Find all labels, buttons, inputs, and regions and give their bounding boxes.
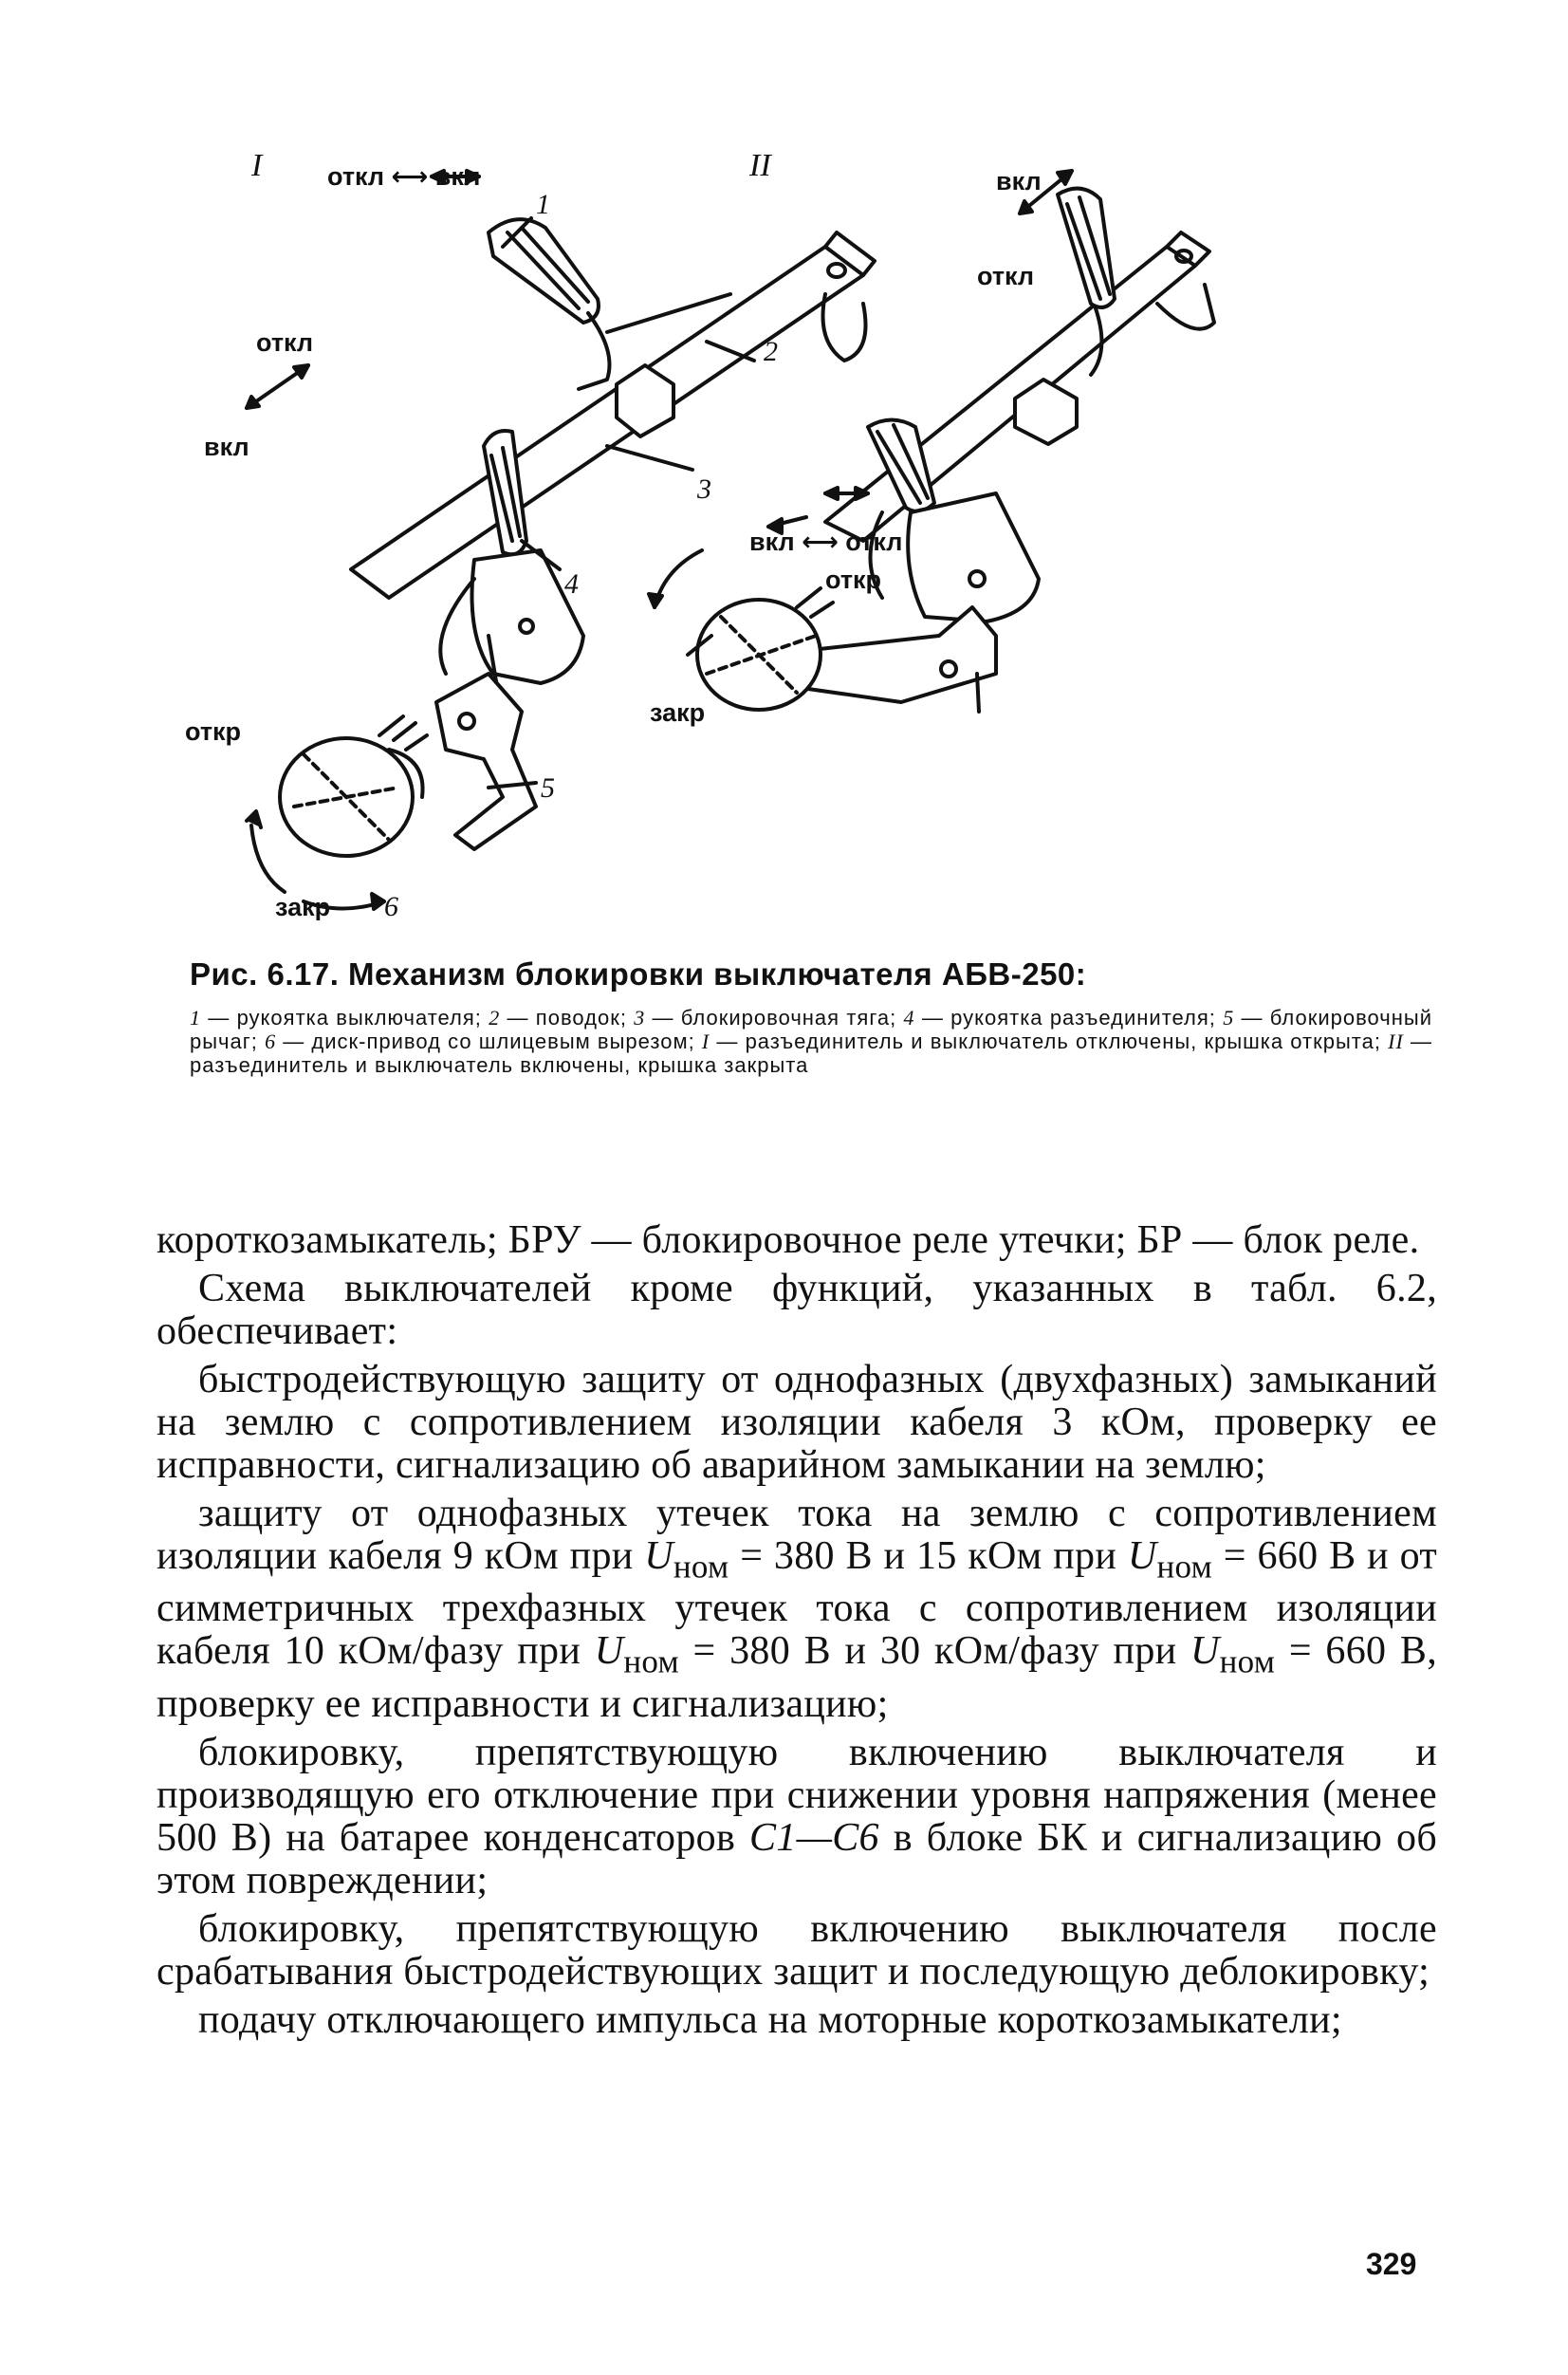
rod-3-right	[825, 247, 1195, 541]
label-otkl-vkl-top: откл ⟷ вкл	[327, 162, 481, 191]
label-num-4: 4	[564, 568, 579, 600]
label-vkl-left: вкл	[204, 433, 249, 461]
label-num-6: 6	[384, 891, 398, 920]
label-roman-2: II	[749, 148, 771, 183]
legend-item: 1 — рукоятка выключателя;	[190, 1006, 489, 1030]
label-otkl-left: откл	[256, 328, 314, 357]
body-text	[157, 1219, 1437, 2042]
label-num-5: 5	[541, 772, 555, 804]
label-vkl-top-right: вкл	[996, 167, 1042, 195]
label-num-2: 2	[764, 336, 778, 367]
caption-legend	[190, 1006, 1432, 1077]
paragraph-2: Схема выключателей кроме функций, указанных в табл. 6.2, обеспечивает:	[157, 1267, 1437, 1353]
legend-item: 4 — рукоятка разъединителя;	[903, 1006, 1224, 1030]
label-zakr-mid: закр	[650, 698, 706, 727]
label-vkl-otkl-mid: вкл ⟷ откл	[749, 528, 903, 556]
page-number: 329	[1366, 2247, 1417, 2281]
figure-caption	[190, 956, 1432, 1077]
label-zakr-left: закр	[275, 893, 331, 920]
label-otkl-top-right: откл	[977, 262, 1035, 290]
label-otkr-left: откр	[185, 717, 242, 746]
caption-title: Рис. 6.17. Механизм блокировки выключателя АБВ-250:	[190, 956, 1087, 992]
paragraph-5: блокировку, препятствующую включению выключателя и производящую его отключение при снижении уровня напряжения (менее 500 В) на батарее конденсаторов С1—С6 в блоке БК и сигнализацию об этом повреждении;	[157, 1730, 1438, 1902]
label-otkr-mid: откр	[825, 566, 882, 594]
label-roman-1: I	[251, 148, 263, 183]
paragraph-3: быстродействующую защиту от однофазных (двухфазных) замыканий на землю с сопротивлением изоляции кабеля 3 кОм, проверку ее исправности, сигнализацию об аварийном замыкании на землю;	[157, 1358, 1437, 1487]
legend-item: 3 — блокировочная тяга;	[634, 1006, 904, 1030]
mechanism-illustration	[161, 142, 1442, 920]
legend-item: II — разъединитель и выключатель включены, крышка закрыта	[190, 1030, 1432, 1077]
label-num-3: 3	[697, 473, 711, 505]
label-num-1: 1	[536, 189, 550, 220]
legend-item: I — разъединитель и выключатель отключены, крышка открыта;	[701, 1030, 1389, 1053]
paragraph-6: блокировку, препятствующую включению выключателя после срабатывания быстродействующих защит и последующую деблокировку;	[157, 1906, 1437, 1994]
figure-6-17	[161, 142, 1442, 920]
lever-5	[436, 674, 536, 849]
paragraph-4: защиту от однофазных утечек тока на землю с сопротивлением изоляции кабеля 9 кОм при $U_{ном} = 380$ В и 15 кОм при $U_{ном} = 660$ В и от симметричных трехфазных утечек тока с сопротивлением изоляции кабеля 10 кОм/фазу при $U_{ном} = 380$ В и 30 кОм/фазу при $U_{ном} = 660$ В, проверку ее исправности и сигнализацию;	[157, 1492, 1438, 1726]
paragraph-1: короткозамыкатель; БРУ — блокировочное реле утечки; БР — блок реле.	[157, 1218, 1420, 1262]
legend-item: 5 — блокировочный рычаг;	[190, 1006, 1432, 1053]
legend-item: 2 — поводок;	[489, 1006, 635, 1030]
paragraph-7: подачу отключающего импульса на моторные короткозамыкатели;	[198, 1997, 1342, 2042]
legend-item: 6 — диск-привод со шлицевым вырезом;	[265, 1030, 702, 1053]
